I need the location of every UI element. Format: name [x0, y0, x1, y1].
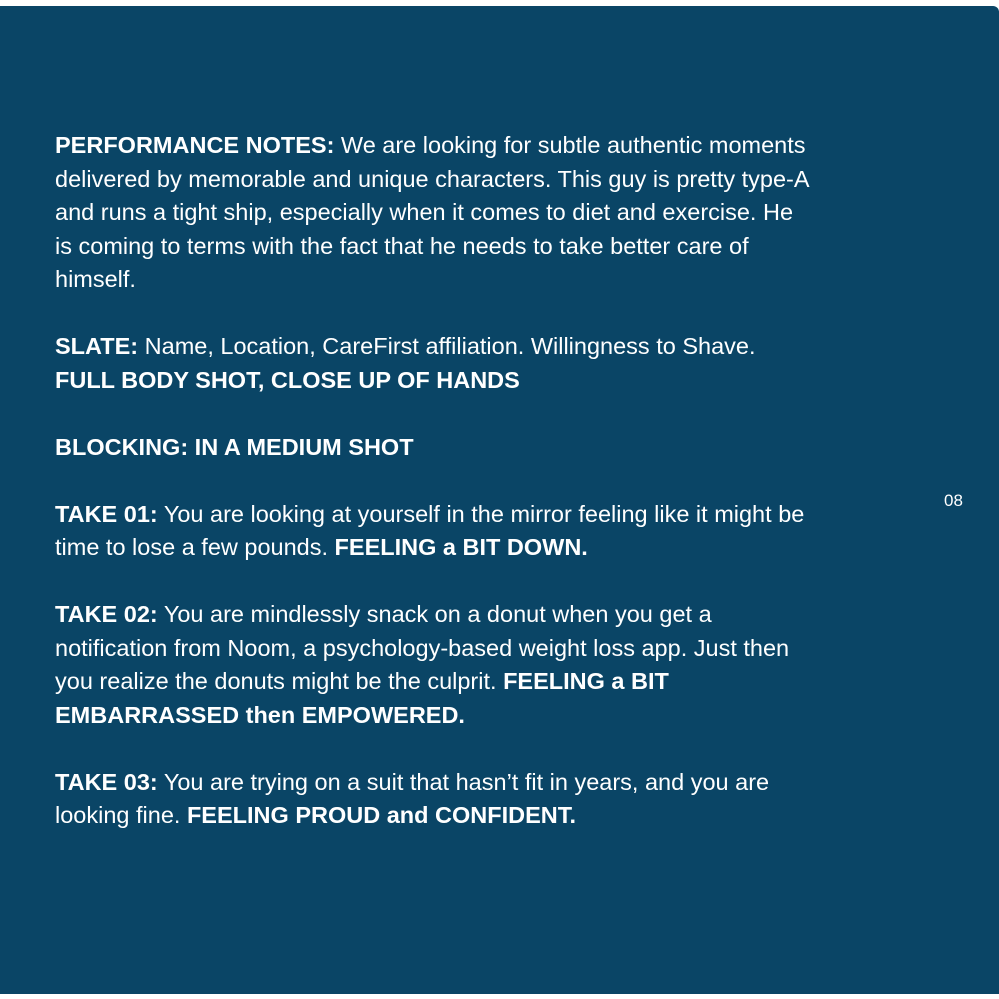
take-text: You are looking at yourself in the mirror feeling like it might be time to lose a few pounds.	[55, 500, 805, 560]
take-feeling: FEELING PROUD and CONFIDENT.	[186, 802, 577, 828]
take-label: TAKE 03:	[55, 768, 158, 795]
take-03	[55, 766, 815, 833]
take-02	[55, 598, 815, 732]
take-feeling: FEELING a BIT DOWN.	[334, 534, 588, 560]
take-label: TAKE 01:	[55, 500, 158, 527]
notes-content	[55, 129, 815, 833]
blocking-label: BLOCKING: IN A MEDIUM SHOT	[55, 433, 414, 460]
performance-notes-label: PERFORMANCE NOTES:	[55, 132, 335, 158]
take-text: You are mindlessly snack on a donut when you get a notification from Noom, a psychology-based weight loss app. Just then you realize the donuts might be the culprit.	[55, 601, 790, 694]
document-page	[0, 6, 999, 994]
take-text: You are trying on a suit that hasn’t fit in years, and you are looking fine.	[55, 768, 770, 828]
page-number: 08	[944, 491, 963, 510]
shot-text: FULL BODY SHOT, CLOSE UP OF HANDS	[55, 366, 520, 393]
slate-notes	[55, 330, 815, 364]
slate-label: SLATE:	[55, 333, 139, 359]
shot-instructions	[55, 364, 815, 398]
performance-notes-text: We are looking for subtle authentic moments delivered by memorable and unique characters. This guy is pretty type-A and runs a tight ship, especially when it comes to diet and exercise. He is coming to terms with the fact that he needs to take better care of himself.	[55, 132, 809, 292]
take-01	[55, 498, 815, 565]
blocking-notes	[55, 431, 815, 465]
performance-notes	[55, 129, 815, 297]
slate-text: Name, Location, CareFirst affiliation. Willingness to Shave.	[138, 333, 756, 359]
take-feeling: FEELING a BIT EMBARRASSED then EMPOWERED.	[55, 668, 669, 728]
take-label: TAKE 02:	[55, 601, 158, 627]
